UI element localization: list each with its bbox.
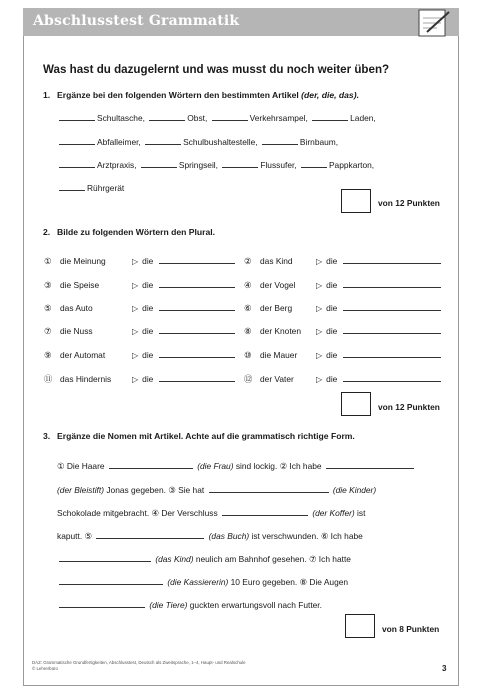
die-label: die (326, 350, 338, 360)
header-bar (23, 8, 459, 36)
article-blank[interactable] (212, 112, 248, 121)
triangle-arrow-icon: ▷ (316, 257, 323, 266)
plural-blank[interactable] (159, 255, 235, 264)
text: kaputt. ⑤ (57, 531, 92, 541)
hint: (der Bleistift) (57, 485, 105, 495)
plural-row (44, 255, 237, 266)
section3-line-4 (57, 530, 363, 541)
article-blank[interactable] (222, 159, 258, 168)
header-title: Abschlusstest Grammatik (33, 13, 240, 29)
singular-word: der Vogel (260, 280, 296, 290)
die-label: die (142, 280, 154, 290)
score-label-2: von 12 Punkten (378, 402, 440, 412)
die-label: die (142, 350, 154, 360)
article-blank[interactable] (312, 112, 348, 121)
article-blank[interactable] (59, 136, 95, 145)
singular-word: der Vater (260, 374, 294, 384)
word: Birnbaum, (299, 137, 339, 147)
article-blank[interactable] (145, 136, 181, 145)
singular-word: das Kind (260, 256, 293, 266)
plural-row (244, 302, 443, 313)
section3-line-1 (57, 460, 416, 471)
triangle-arrow-icon: ▷ (132, 327, 139, 336)
text: ① Die Haare (57, 461, 105, 471)
plural-blank[interactable] (159, 373, 235, 382)
section2-number: 2. (43, 227, 51, 237)
section1-row-2 (57, 136, 338, 147)
answer-blank[interactable] (209, 484, 329, 493)
score-box-2[interactable] (341, 392, 371, 416)
plural-row (244, 325, 443, 336)
plural-blank[interactable] (343, 349, 441, 358)
answer-blank[interactable] (326, 460, 414, 469)
plural-row (44, 373, 237, 385)
item-number: ⑦ (44, 326, 52, 336)
triangle-arrow-icon: ▷ (316, 351, 323, 360)
plural-row (44, 302, 237, 313)
section1-row-1 (57, 112, 376, 123)
item-number: ② (244, 256, 252, 266)
singular-word: die Nuss (60, 326, 93, 336)
die-label: die (326, 326, 338, 336)
score-label-3: von 8 Punkten (382, 624, 440, 634)
section3-number: 3. (43, 431, 51, 441)
score-label-1: von 12 Punkten (378, 198, 440, 208)
text: ist (357, 508, 366, 518)
die-label: die (326, 256, 338, 266)
section2-heading (43, 227, 215, 237)
score-box-1[interactable] (341, 189, 371, 213)
word: Springseil, (178, 160, 218, 170)
triangle-arrow-icon: ▷ (316, 327, 323, 336)
answer-blank[interactable] (59, 553, 151, 562)
plural-blank[interactable] (343, 255, 441, 264)
plural-blank[interactable] (159, 279, 235, 288)
text: ist verschwunden. ⑥ Ich habe (251, 531, 363, 541)
singular-word: der Knoten (260, 326, 301, 336)
article-blank[interactable] (149, 112, 185, 121)
text: 10 Euro gegeben. ⑧ Die Augen (230, 577, 349, 587)
section1-row-4 (57, 182, 124, 193)
article-blank[interactable] (141, 159, 177, 168)
section3-line-6 (57, 576, 348, 587)
score-box-3[interactable] (345, 614, 375, 638)
plural-blank[interactable] (159, 349, 235, 358)
answer-blank[interactable] (109, 460, 193, 469)
text: guckten erwartungsvoll nach Futter. (189, 600, 322, 610)
word: Arztpraxis, (97, 160, 137, 170)
item-number: ⑫ (244, 374, 253, 384)
item-number: ⑨ (44, 350, 52, 360)
plural-blank[interactable] (159, 325, 235, 334)
answer-blank[interactable] (59, 576, 163, 585)
item-number: ① (44, 256, 52, 266)
section1-number: 1. (43, 90, 51, 100)
singular-word: der Berg (260, 303, 293, 313)
plural-blank[interactable] (159, 302, 235, 311)
main-question: Was hast du dazugelernt und was musst du noch weiter üben? (43, 63, 390, 76)
word: Verkehrsampel, (249, 113, 308, 123)
plural-row (44, 279, 237, 290)
item-number: ⑧ (244, 326, 252, 336)
word: Flussufer, (260, 160, 297, 170)
word: Schultasche, (97, 113, 145, 123)
article-blank[interactable] (59, 112, 95, 121)
text: neulich am Bahnhof gesehen. ⑦ Ich hatte (195, 554, 351, 564)
answer-blank[interactable] (96, 530, 204, 539)
die-label: die (142, 374, 154, 384)
triangle-arrow-icon: ▷ (132, 304, 139, 313)
section2-instruction: Bilde zu folgenden Wörtern den Plural. (57, 227, 216, 237)
section3-line-2 (57, 484, 376, 495)
triangle-arrow-icon: ▷ (132, 257, 139, 266)
article-blank[interactable] (262, 136, 298, 145)
article-blank[interactable] (59, 182, 85, 191)
hint: (das Kind) (155, 554, 194, 564)
footer-line-2: © Lehrerbüro (32, 666, 58, 671)
section1-instruction-italic: (der, die, das). (301, 90, 359, 100)
plural-row (244, 373, 443, 385)
item-number: ⑤ (44, 303, 52, 313)
article-blank[interactable] (59, 159, 95, 168)
die-label: die (142, 303, 154, 313)
text: Schokolade mitgebracht. ④ Der Verschluss (57, 508, 218, 518)
section3-heading (43, 431, 355, 441)
word: Abfalleimer, (97, 137, 141, 147)
item-number: ④ (244, 280, 252, 290)
answer-blank[interactable] (222, 507, 308, 516)
text: sind lockig. ② Ich habe (235, 461, 322, 471)
die-label: die (326, 303, 338, 313)
die-label: die (142, 256, 154, 266)
word: Pappkarton, (328, 160, 375, 170)
singular-word: die Mauer (260, 350, 298, 360)
triangle-arrow-icon: ▷ (132, 351, 139, 360)
footer-line-1: DAZ: Grammatische Grundfertigkeiten, Abschlusstest, Deutsch als Zweitsprache, 1–4, Haupt- und Realschule (32, 660, 246, 665)
plural-blank[interactable] (343, 302, 441, 311)
singular-word: das Hindernis (60, 374, 112, 384)
hint: (die Frau) (197, 461, 234, 471)
plural-row (244, 349, 443, 360)
section3-instruction: Ergänze die Nomen mit Artikel. Achte auf die grammatisch richtige Form. (57, 431, 355, 441)
singular-word: der Automat (60, 350, 106, 360)
footer (32, 660, 246, 672)
notepad-pencil-icon (413, 6, 453, 40)
triangle-arrow-icon: ▷ (316, 281, 323, 290)
hint: (die Kinder) (332, 485, 377, 495)
singular-word: das Auto (60, 303, 93, 313)
section1-row-3 (57, 159, 374, 170)
page-number: 3 (442, 664, 447, 673)
plural-blank[interactable] (343, 325, 441, 334)
item-number: ⑥ (244, 303, 252, 313)
item-number: ⑪ (44, 374, 53, 384)
section1-heading (43, 90, 359, 100)
word: Laden, (350, 113, 376, 123)
word: Schulbushaltestelle, (183, 137, 258, 147)
plural-row (244, 255, 443, 266)
item-number: ③ (44, 280, 52, 290)
die-label: die (326, 280, 338, 290)
article-blank[interactable] (301, 159, 327, 168)
triangle-arrow-icon: ▷ (132, 281, 139, 290)
plural-blank[interactable] (343, 279, 441, 288)
text: Jonas gegeben. ③ Sie hat (106, 485, 205, 495)
plural-blank[interactable] (343, 373, 441, 382)
die-label: die (142, 326, 154, 336)
singular-word: die Meinung (60, 256, 106, 266)
section3-line-5 (57, 553, 351, 564)
triangle-arrow-icon: ▷ (132, 375, 139, 384)
plural-row (244, 279, 443, 290)
section3-line-7 (57, 599, 322, 610)
die-label: die (326, 374, 338, 384)
hint: (die Tiere) (149, 600, 188, 610)
section1-instruction: Ergänze bei den folgenden Wörtern den bestimmten Artikel (57, 90, 299, 100)
word: Obst, (187, 113, 208, 123)
section3-line-3 (57, 507, 365, 518)
plural-row (44, 325, 237, 336)
triangle-arrow-icon: ▷ (316, 304, 323, 313)
hint: (die Kassiererin) (167, 577, 229, 587)
singular-word: die Speise (60, 280, 100, 290)
triangle-arrow-icon: ▷ (316, 375, 323, 384)
plural-row (44, 349, 237, 360)
hint: (das Buch) (208, 531, 250, 541)
word: Rührgerät (87, 183, 125, 193)
hint: (der Koffer) (312, 508, 355, 518)
answer-blank[interactable] (59, 599, 145, 608)
item-number: ⑩ (244, 350, 252, 360)
